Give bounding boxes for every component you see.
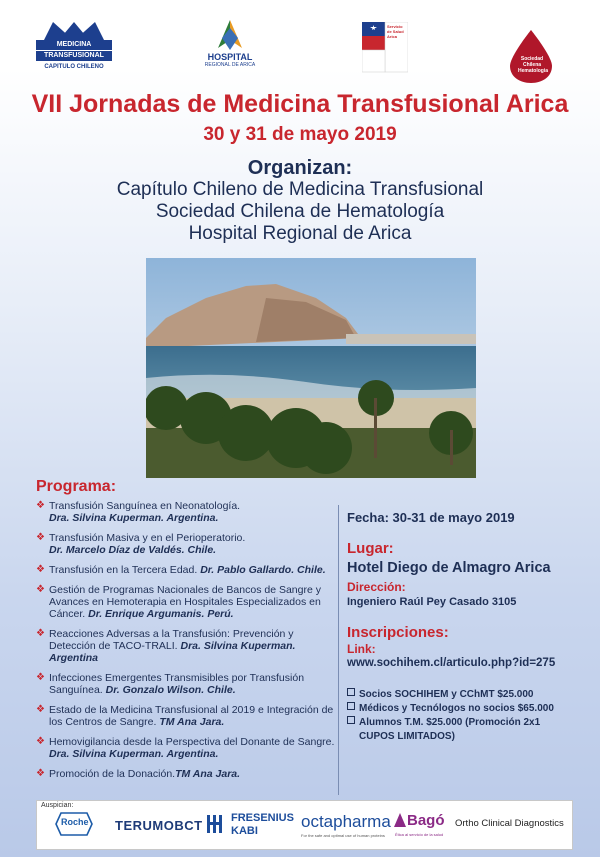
registration-link[interactable]: www.sochihem.cl/articulo.php?id=275 xyxy=(347,657,556,669)
bullet-icon: ❖ xyxy=(36,736,45,747)
bullet-icon: ❖ xyxy=(36,672,45,683)
program-section xyxy=(36,478,336,788)
bullet-icon: ❖ xyxy=(36,564,45,575)
organizer-3: Hospital Regional de Arica xyxy=(188,223,412,244)
event-date: Fecha: 30-31 de mayo 2019 xyxy=(347,510,515,525)
program-item: ❖ Gestión de Programas Nacionales de Bancos de Sangre y Avances en Hemoterapia en Hospitales Especializados en Cáncer. Dr. Enrique Argumanis. Perú. xyxy=(36,584,321,620)
fees-list xyxy=(347,688,597,744)
medicina-transfusional-logo xyxy=(36,22,112,72)
hospital-name: HOSPITAL xyxy=(207,52,253,62)
sponsor-fresenius: FRESENIUS xyxy=(231,812,294,824)
sponsors-bar xyxy=(36,800,573,850)
checkbox-icon xyxy=(347,688,355,696)
fee-item: Médicos y Tecnólogos no socios $65.000 xyxy=(347,702,597,716)
sponsor-terumo: TERUMOBCT xyxy=(115,818,203,833)
hospital-arica-logo xyxy=(200,18,260,78)
sponsor-kabi: KABI xyxy=(231,825,258,837)
m-mark-icon xyxy=(44,22,104,40)
bago-triangle-icon xyxy=(393,812,407,828)
gobierno-logo xyxy=(362,22,408,74)
logo1-line1: MEDICINA xyxy=(36,40,112,50)
sponsor-bago: Bagó xyxy=(407,812,445,829)
event-dates: 30 y 31 de mayo 2019 xyxy=(203,124,397,145)
event-title: VII Jornadas de Medicina Transfusional Arica xyxy=(31,90,569,118)
sponsor-ortho: Ortho Clinical Diagnostics xyxy=(455,818,564,829)
bullet-icon: ❖ xyxy=(36,628,45,639)
program-item: ❖ Reacciones Adversas a la Transfusión: Prevención y Detección de TACO-TRALI. Dra. Silvina Kuperman. Argentina xyxy=(36,628,296,664)
fee-item-cont: CUPOS LIMITADOS) xyxy=(359,731,455,742)
venue-name: Hotel Diego de Almagro Arica xyxy=(347,560,551,576)
bullet-icon: ❖ xyxy=(36,584,45,595)
program-item: ❖ Infecciones Emergentes Transmisibles por Transfusión Sanguínea. Dr. Gonzalo Wilson. Chile. xyxy=(36,672,305,696)
octapharma-tagline: For the safe and optimal use of human proteins xyxy=(301,833,385,838)
address-label: Dirección: xyxy=(347,580,406,594)
hospital-sub: REGIONAL DE ARICA xyxy=(204,62,256,68)
fresenius-mark-icon xyxy=(205,813,227,835)
checkbox-icon xyxy=(347,716,355,724)
sponsors-label: Auspician: xyxy=(41,802,74,809)
sochihem-logo xyxy=(506,28,556,88)
bullet-icon: ❖ xyxy=(36,768,45,779)
venue-label: Lugar: xyxy=(347,540,394,557)
bullet-icon: ❖ xyxy=(36,532,45,543)
checkbox-icon xyxy=(347,702,355,710)
link-label: Link: xyxy=(347,642,376,656)
hospital-emblem-icon xyxy=(200,18,260,54)
fee-item: Alumnos T.M. $25.000 (Promoción 2x1 xyxy=(347,716,597,730)
bago-tagline: Ética al servicio de la salud xyxy=(395,832,444,837)
bullet-icon: ❖ xyxy=(36,500,45,511)
program-title: Programa: xyxy=(36,478,117,495)
address-value: Ingeniero Raúl Pey Casado 3105 xyxy=(347,596,517,608)
sponsor-octapharma: octapharma xyxy=(301,812,391,831)
divider xyxy=(338,505,339,795)
logo1-line3: CAPITULO CHILENO xyxy=(44,64,104,70)
program-item: ❖ Transfusión Masiva y en el Perioperatorio. Dr. Marcelo Díaz de Valdés. Chile. xyxy=(36,532,246,556)
organizer-2: Sociedad Chilena de Hematología xyxy=(155,201,445,222)
event-info xyxy=(347,510,587,742)
registration-label: Inscripciones: xyxy=(347,624,449,641)
program-item: ❖ Estado de la Medicina Transfusional al 2019 e Integración de los Centros de Sangre. TM Ana Jara. xyxy=(36,704,334,728)
bullet-icon: ❖ xyxy=(36,704,45,715)
program-item: ❖ Hemovigilancia desde la Perspectiva del Donante de Sangre. Dra. Silvina Kuperman. Argentina. xyxy=(36,736,335,760)
arica-coast-photo xyxy=(146,258,476,478)
logo1-line2: TRANSFUSIONAL xyxy=(36,51,112,61)
program-item: ❖ Transfusión en la Tercera Edad. Dr. Pablo Gallardo. Chile. xyxy=(36,564,326,576)
program-item: ❖ Promoción de la Donación.TM Ana Jara. xyxy=(36,768,241,780)
logo3-text: Servicio de Salud Arica xyxy=(387,24,404,39)
program-item: ❖ Transfusión Sanguínea en Neonatología. Dra. Silvina Kuperman. Argentina. xyxy=(36,500,241,524)
sponsor-roche: Roche xyxy=(61,817,89,827)
organizer-1: Capítulo Chileno de Medicina Transfusional xyxy=(116,179,484,200)
logo4-text: Sociedad Chilena Hematologia xyxy=(518,56,549,74)
organizers-label: Organizan: xyxy=(247,157,353,179)
organizers xyxy=(0,157,600,245)
fee-item: Socios SOCHIHEM y CChMT $25.000 xyxy=(347,688,597,702)
logo-row xyxy=(0,18,600,78)
